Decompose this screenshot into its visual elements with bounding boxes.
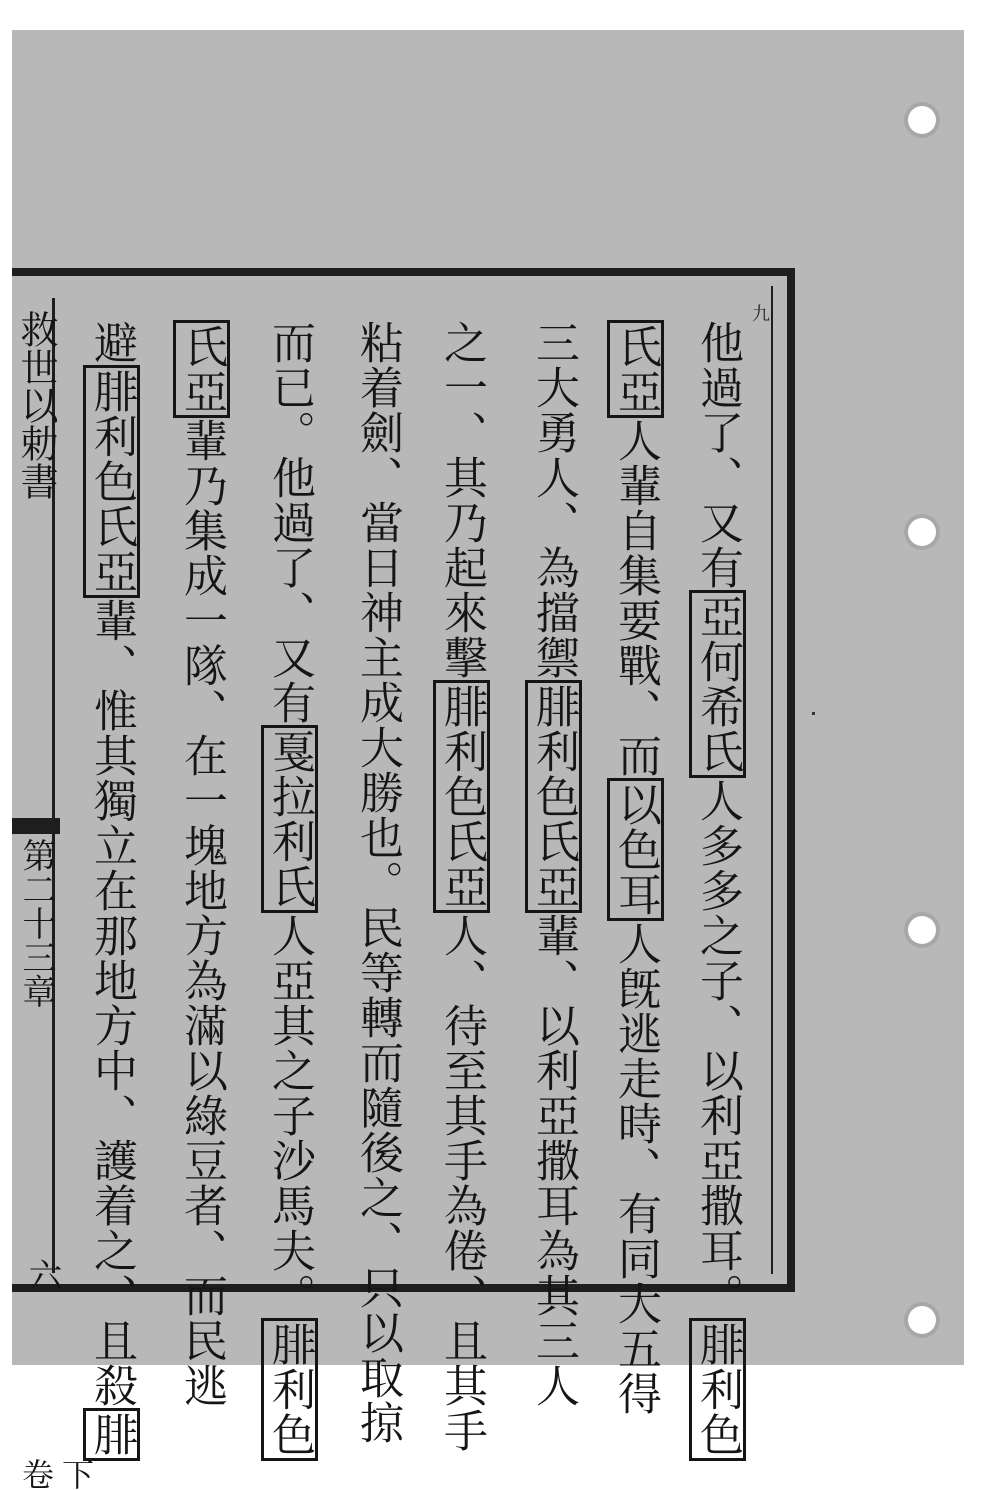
proper-name-boxed: 以色耳 — [607, 778, 664, 921]
text-segment: 人亞其之子沙馬夫。 — [264, 913, 315, 1318]
text-segment: 之一、其乃起來擊 — [436, 320, 487, 680]
proper-name-boxed: 腓利色氏亞 — [525, 680, 582, 913]
text-segment: 輩乃集成一隊、在一塊地方為滿以綠豆者、而民逃 — [176, 418, 227, 1408]
text-segment: 三大勇人、為擋禦 — [528, 320, 579, 680]
text-column-6 — [260, 320, 318, 1461]
text-column-7 — [172, 320, 230, 1408]
volume-label: 下卷 — [17, 1458, 95, 1490]
proper-name-boxed: 腓利色 — [261, 1318, 318, 1461]
binding-hole-3 — [908, 916, 936, 944]
book-title: 救世以勅書 — [14, 310, 58, 500]
text-segment: 輩、以利亞撒耳為其三人 — [528, 913, 579, 1408]
leaf-number: 九 — [752, 304, 770, 325]
text-column-5 — [348, 320, 406, 1445]
proper-name-boxed: 氏亞 — [173, 320, 230, 418]
proper-name-boxed: 腓利色 — [689, 1318, 746, 1461]
text-column-8 — [82, 320, 140, 1461]
block-center-margin — [12, 298, 95, 1490]
proper-name-boxed: 腓利色氏亞 — [433, 680, 490, 913]
chapter-label: 第二十三章 — [16, 838, 56, 1008]
binding-hole-4 — [908, 1306, 936, 1334]
text-column-2 — [606, 320, 664, 1416]
text-segment: 輩、惟其獨立在那地方中、護着之、且殺 — [86, 598, 137, 1408]
text-column-4 — [432, 320, 490, 1453]
proper-name-boxed: 氏亞 — [607, 320, 664, 418]
text-segment: 粘着劍、當日神主成大勝也。民等轉而隨後之、只以取掠 — [352, 320, 403, 1445]
proper-name-boxed: 戛拉利氏 — [261, 725, 318, 913]
text-column-3 — [524, 320, 582, 1408]
text-segment: 人旣逃走時、有同大五得 — [610, 921, 661, 1416]
text-column-1 — [688, 320, 746, 1461]
specks — [812, 712, 815, 715]
text-segment: 避 — [86, 320, 137, 365]
binding-hole-1 — [908, 106, 936, 134]
fishtail-mark — [12, 818, 60, 834]
binding-hole-2 — [908, 518, 936, 546]
text-segment: 而已。他過了、又有 — [264, 320, 315, 725]
text-segment: 他過了、又有 — [692, 320, 743, 590]
text-segment: 人輩自集要戰、而 — [610, 418, 661, 778]
page-sheet — [12, 30, 964, 1490]
text-segment: 人多多之子、以利亞撒耳。 — [692, 778, 743, 1318]
text-segment: 人、待至其手為倦、且其手 — [436, 913, 487, 1453]
proper-name-boxed: 亞何希氏 — [689, 590, 746, 778]
proper-name-boxed: 腓利色氏亞 — [83, 365, 140, 598]
inner-rule — [771, 286, 773, 1274]
margin-leaf-number: 六 — [22, 1258, 62, 1292]
proper-name-boxed: 腓 — [83, 1408, 140, 1461]
